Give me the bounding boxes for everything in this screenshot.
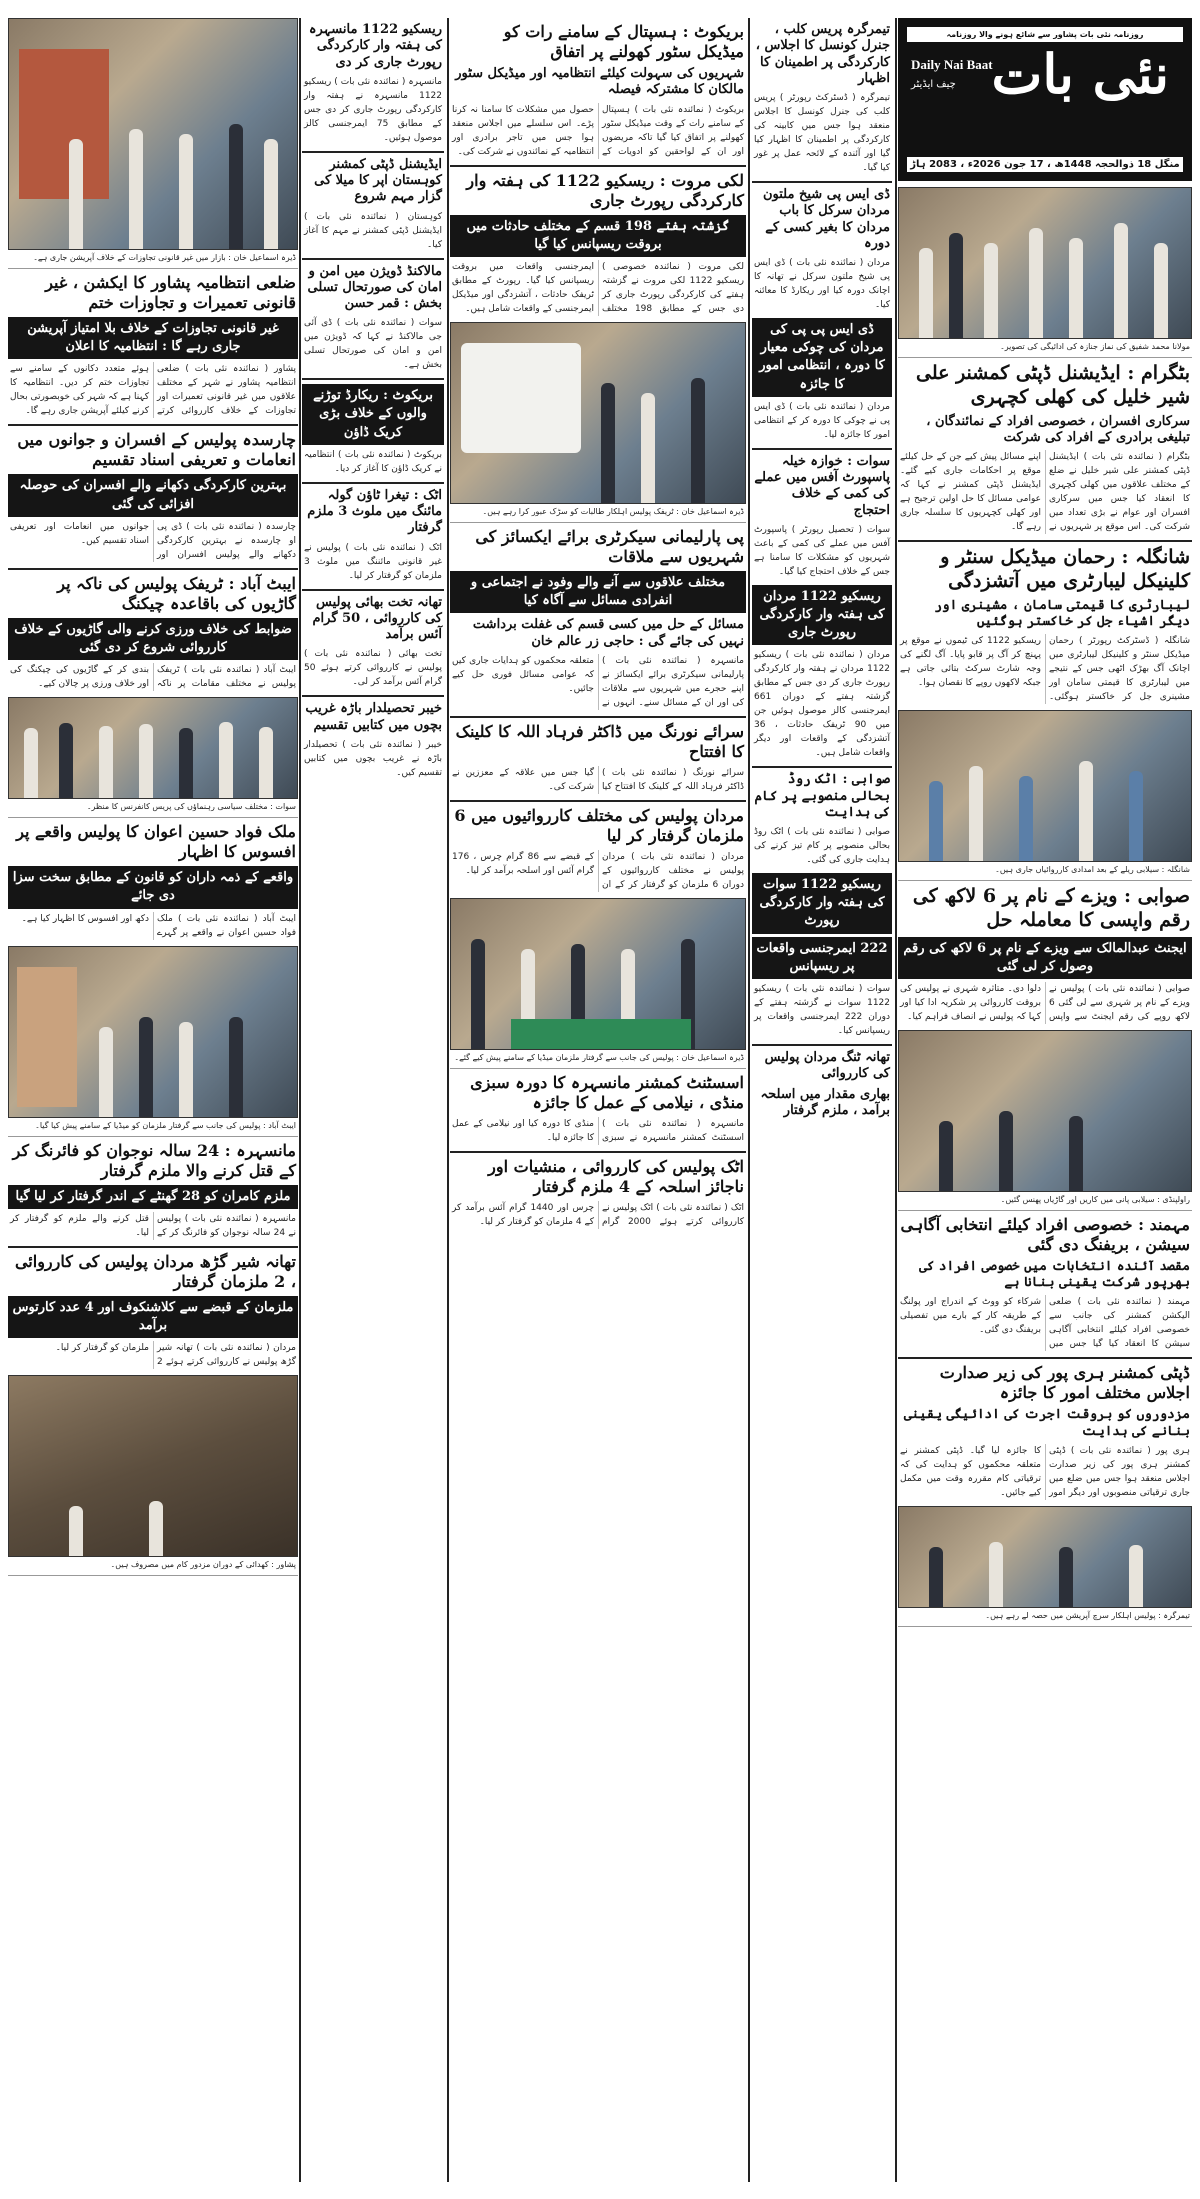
headline: شانگلہ : رحمان میڈیکل سنٹر و کلینیکل لیبارٹری میں آتشزدگی [940, 546, 1190, 592]
photo-figure [929, 781, 943, 861]
headline: صوابی : ویزے کے نام پر 6 لاکھ کی رقم واپسی کا معاملہ حل [912, 885, 1190, 931]
subheadline: مسائل کے حل میں کسی قسم کی غفلت برداشت نہیں کی جائے گی : حاجی زر عالم خان [472, 617, 744, 649]
headline-bar: ملزم کامران کو 28 گھنٹے کے اندر گرفتار کر لیا گیا [8, 1185, 298, 1209]
news-photo [8, 697, 298, 799]
article-body: مردان ( نمائندہ نئی بات ) ریسکیو 1122 مردان نے ہفتہ وار کارکردگی رپورٹ جاری کر دی جس کے مطابق گزشتہ ہفتے کے دوران 661 ایمرجنسی کالز موصول ہوئیں جن میں 90 ٹریفک حادثات ، 36 آتشزدگی کے واقعات اور دیگر واقعات شامل ہیں۔ [754, 650, 890, 759]
headline: اٹک : تیغرا ٹاؤن گولہ مائنگ میں ملوث 3 ملزم گرفتار [307, 487, 442, 536]
news-photo [898, 187, 1192, 339]
headline: تیمرگرہ پریس کلب ، جنرل کونسل کا اجلاس ، کارکردگی پر اطمینان کا اظہار [755, 22, 890, 86]
article-body: ہری پور ( نمائندہ نئی بات ) ڈپٹی کمشنر ہری پور کی زیر صدارت اجلاس منعقد ہوا جس میں ضلع میں جاری ترقیاتی منصوبوں اور دیگر امور کا جائزہ لیا گیا۔ ڈپٹی کمشنر نے متعلقہ محکموں کو ہدایت کی کہ ترقیاتی کام مقررہ وقت میں مکمل کیے جائیں۔ [900, 1445, 1190, 1498]
headline: سرائے نورنگ میں ڈاکٹر فرہاد اللہ کا کلینک کا افتتاح [455, 721, 744, 761]
article-body: سوات ( تحصیل رپورٹر ) پاسپورٹ آفس میں عملے کی کمی کے باعث شہریوں کو مشکلات کا سامنا ہے جس کے خلاف احتجاج کیا گیا۔ [754, 524, 890, 577]
column-divider [447, 18, 449, 2182]
headline-bar: ملزمان کے قبضے سے کلاشنکوف اور 4 عدد کارتوس برآمد [8, 1296, 298, 1338]
article-body: سوات ( نمائندہ نئی بات ) ڈی آئی جی مالاکنڈ نے کہا کہ ڈویژن میں امن و امان کی صورتحال تسلی بخش ہے۔ [304, 318, 442, 371]
photo-figure [1114, 223, 1128, 338]
photo-portrait [17, 967, 77, 1107]
news-photo [450, 322, 746, 504]
photo-figure [179, 134, 193, 249]
article-body: مانسہرہ ( نمائندہ نئی بات ) پولیس نے 24 سالہ نوجوان کو فائرنگ کر کے قتل کرنے والے ملزم کو گرفتار کر لیا۔ [10, 1213, 296, 1238]
headline-bar: غیر قانونی تجاوزات کے خلاف بلا امتیاز آپریشن جاری رہے گا : انتظامیہ کا اعلان [8, 317, 298, 359]
photo-figure [989, 1542, 1003, 1607]
photo-figure [1129, 1545, 1143, 1607]
article-body: سرائے نورنگ ( نمائندہ نئی بات ) ڈاکٹر فرہاد اللہ کے کلینک کا افتتاح کیا گیا جس میں علاقہ کے معززین نے شرکت کی۔ [452, 767, 744, 792]
photo-caption: تیمرگرہ : پولیس اہلکار سرچ آپریشن میں حصہ لے رہے ہیں۔ [898, 1608, 1192, 1627]
photo-figure [984, 243, 998, 338]
section-rule [302, 695, 444, 697]
article-body: مردان ( نمائندہ نئی بات ) ڈی ایس پی شیخ ملتون سرکل نے تھانہ کا اچانک دورہ کیا اور ریکارڈ کا معائنہ کیا۔ [754, 258, 890, 310]
news-photo [8, 946, 298, 1118]
photo-figure [641, 393, 655, 503]
photo-figure [69, 1506, 83, 1556]
section-rule [302, 258, 444, 260]
subheadline: بھاری مقدار میں اسلحہ برآمد ، ملزم گرفتار [760, 1086, 890, 1118]
article-body: پشاور ( نمائندہ نئی بات ) ضلعی انتظامیہ پشاور نے شہر کے مختلف علاقوں میں غیر قانونی تعمیرات اور تجاوزات کے خلاف کارروائی کرتے ہوئے متعدد دکانوں کے سامنے سے تجاوزات ختم کر دیں۔ انتظامیہ کا کہنا ہے کہ شہر کی خوبصورتی بحال کرنے کیلئے آپریشن جاری رہے گا۔ [10, 364, 296, 417]
photo-caption: مولانا محمد شفیق کی نماز جنازہ کی ادائیگی کی تصویر۔ [898, 339, 1192, 358]
article-body: بریکوٹ ( نمائندہ نئی بات ) انتظامیہ نے کریک ڈاؤن کا آغاز کر دیا۔ [304, 449, 442, 474]
photo-figure [229, 124, 243, 249]
headline-bar: بہترین کارکردگی دکھانے والے افسران کی حوصلہ افزائی کی گئی [8, 474, 298, 516]
article-body: صوابی ( نمائندہ نئی بات ) اٹک روڈ بحالی منصوبے پر کام تیز کرنے کی ہدایت جاری کی گئی۔ [754, 827, 890, 866]
photo-caption: ایبٹ آباد : پولیس کی جانب سے گرفتار ملزمان کو میڈیا کے سامنے پیش کیا گیا۔ [8, 1118, 298, 1137]
headline-bar: بریکوٹ : ریکارڈ توڑنے والوں کے خلاف بڑی کریک ڈاؤن [302, 384, 444, 445]
news-photo [898, 1030, 1192, 1192]
headline: مالاکنڈ ڈویژن میں امن و امان کی صورتحال تسلی بخش : قمر حسن [307, 263, 442, 311]
news-photo [8, 1375, 298, 1557]
headline: ملک فواد حسین اعوان کا پولیس واقعے پر افسوس کا اظہار [16, 822, 296, 862]
photo-figure [24, 728, 38, 798]
photo-caption: پشاور : کھدائی کے دوران مزدور کام میں مصروف ہیں۔ [8, 1557, 298, 1576]
headline-bar: ایجنٹ عبدالمالک سے ویزے کے نام پر 6 لاکھ کی رقم وصول کر لی گئی [898, 937, 1192, 979]
photo-figure [229, 1017, 243, 1117]
headline: ضلعی انتظامیہ پشاور کا ایکشن ، غیر قانونی تعمیرات و تجاوزات ختم [45, 273, 296, 312]
subheadline: شہریوں کی سہولت کیلئے انتظامیہ اور میڈیکل سٹور مالکان کا مشترکہ فیصلہ [455, 66, 744, 98]
section-rule [302, 482, 444, 484]
article-body: مردان ( نمائندہ نئی بات ) تھانہ شیر گڑھ پولیس نے کارروائی کرتے ہوئے 2 ملزمان کو گرفتار کر لیا۔ [55, 1343, 296, 1368]
photo-caption: ڈیرہ اسماعیل خان : ٹریفک پولیس اہلکار طالبات کو سڑک عبور کرا رہے ہیں۔ [450, 504, 746, 523]
headline: ایڈیشنل ڈپٹی کمشنر کوہستان اپر کا میلا کی گزار مہم شروع [314, 156, 442, 205]
section-rule [8, 424, 298, 426]
headline: تھانہ تخت بھائی پولیس کی کارروائی ، 50 گرام آئس برآمد [312, 594, 442, 643]
headline: ڈی ایس پی شیخ ملتون مردان سرکل کا باب مردان کا بغیر کسی کے دورہ [763, 187, 890, 251]
headline-bar: گزشتہ ہفتے 198 قسم کے مختلف حادثات میں بروقت ریسپانس کیا گیا [450, 215, 746, 257]
headline: اٹک پولیس کی کارروائی ، منشیات اور ناجائز اسلحہ کے 4 ملزم گرفتار [488, 1156, 744, 1196]
column-3 [450, 18, 746, 2182]
photo-figure [1069, 238, 1083, 338]
column-4 [302, 18, 444, 2182]
masthead-english-title: Daily Nai Baat [911, 57, 993, 72]
section-rule [752, 448, 892, 450]
headline: اسسٹنٹ کمشنر مانسہرہ کا دورہ سبزی منڈی ، نیلامی کے عمل کا جائزہ [470, 1072, 744, 1112]
photo-figure [99, 1027, 113, 1117]
photo-figure [969, 766, 983, 861]
subheadline: سرکاری افسران ، خصوصی افراد کے نمائندگان ، تبلیغی برادری کے افراد کی شرکت [926, 413, 1190, 445]
photo-figure [691, 378, 705, 503]
photo-figure [59, 723, 73, 798]
headline: لکی مروت : ریسکیو 1122 کی ہفتہ وار کارکردگی رپورٹ جاری [466, 170, 744, 210]
headline: خیبر تحصیلدار باڑہ غریب بچوں میں کتابیں تقسیم [305, 701, 442, 733]
section-rule [450, 165, 746, 167]
article-body: چارسدہ ( نمائندہ نئی بات ) ڈی پی او چارسدہ نے بہترین کارکردگی دکھانے والے پولیس افسران اور جوانوں میں انعامات اور تعریفی اسناد تقسیم کیں۔ [10, 521, 296, 560]
article-body: ایبٹ آباد ( نمائندہ نئی بات ) ملک فواد حسین اعوان نے واقعے پر گہرے دکھ اور افسوس کا اظہار کیا ہے۔ [21, 913, 296, 938]
headline-bar: ریسکیو 1122 سوات کی ہفتہ وار کارکردگی رپورٹ [752, 873, 892, 934]
section-rule [898, 540, 1192, 542]
photo-caption: ڈیرہ اسماعیل خان : بازار میں غیر قانونی تجاوزات کے خلاف آپریشن جاری ہے۔ [8, 250, 298, 269]
column-divider [299, 18, 301, 2182]
photo-figure [179, 728, 193, 798]
section-rule [752, 766, 892, 768]
subheadline: مقصد آئندہ انتخابات میں خصوصی افراد کی بھرپور شرکت یقینی بنانا ہے [919, 1258, 1190, 1291]
photo-table [511, 1019, 691, 1049]
photo-caption: راولپنڈی : سیلابی پانی میں کاریں اور گاڑیاں پھنس گئیں۔ [898, 1192, 1192, 1211]
subheadline: لیبارٹری کا قیمتی سامان ، مشینری اور دیگر اشیاء جل کر خاکستر ہوگئیں [934, 597, 1190, 629]
news-photo [898, 1506, 1192, 1608]
article-body: شانگلہ ( ڈسٹرکٹ رپورٹر ) رحمان میڈیکل سنٹر و کلینیکل لیبارٹری میں اچانک آگ بھڑک اٹھی جس کے نتیجے میں لیبارٹری کا قیمتی سامان اور مشینری جل کر خاکستر ہوگئی۔ ریسکیو 1122 کی ٹیموں نے موقع پر پہنچ کر آگ پر قابو پایا۔ آگ لگنے کی وجہ شارٹ سرکٹ بتائی جاتی ہے جبکہ لاکھوں روپے کا نقصان ہوا۔ [900, 636, 1190, 702]
article-body: لکی مروت ( نمائندہ خصوصی ) ریسکیو 1122 لکی مروت نے گزشتہ ہفتے کی کارکردگی رپورٹ جاری کر دی جس کے مطابق 198 مختلف ایمرجنسی واقعات میں بروقت ریسپانس کیا گیا۔ رپورٹ کے مطابق ٹریفک حادثات ، آتشزدگی اور میڈیکل ایمرجنسی کے واقعات شامل ہیں۔ [452, 261, 744, 314]
masthead-urdu-title: نئی بات [991, 42, 1169, 106]
photo-figure [601, 383, 615, 503]
article-body: اٹک ( نمائندہ نئی بات ) اٹک پولیس نے کارروائی کرتے ہوئے 2000 گرام چرس اور 1440 گرام آئس برآمد کر کے 4 ملزمان کو گرفتار کر لیا۔ [452, 1202, 745, 1227]
section-rule [450, 716, 746, 718]
section-rule [302, 151, 444, 153]
headline-bar: 222 ایمرجنسی واقعات پر ریسپانس [752, 937, 892, 979]
column-1 [898, 18, 1192, 2182]
article-body: بٹگرام ( نمائندہ نئی بات ) ایڈیشنل ڈپٹی کمشنر علی شیر خلیل نے ضلع کے مختلف علاقوں میں کھلی کچہری کا انعقاد کیا جس میں سرکاری افسران اور عوام نے بڑی تعداد میں شرکت کی۔ اس موقع پر شہریوں نے اپنے مسائل پیش کیے جن کے حل کیلئے موقع پر احکامات جاری کیے گئے۔ ایڈیشنل ڈپٹی کمشنر نے کہا کہ عوامی مسائل کا حل اولین ترجیح ہے اور کھلی کچہریوں کا سلسلہ جاری رہے گا۔ [900, 452, 1190, 532]
section-rule [752, 181, 892, 183]
article-body: مہمند ( نمائندہ نئی بات ) ضلعی الیکشن کمشنر کی جانب سے خصوصی افراد کیلئے انتخابی آگاہی سیشن کا انعقاد کیا گیا جس میں شرکاء کو ووٹ کے اندراج اور پولنگ کے طریقہ کار کے بارے میں تفصیلی بریفنگ دی گئی۔ [900, 1297, 1190, 1350]
headline: مردان پولیس کی مختلف کارروائیوں میں 6 ملزمان گرفتار کر لیا [454, 805, 744, 845]
news-photo [8, 18, 298, 250]
photo-figure [69, 139, 83, 249]
news-photo [450, 898, 746, 1050]
headline: صوابی : اٹک روڈ بحالی منصوبے پر کام کی ہدایت [754, 772, 890, 820]
article-body: اٹک ( نمائندہ نئی بات ) پولیس نے غیر قانونی مائننگ میں ملوث 3 ملزمان کو گرفتار کر لیا۔ [304, 542, 442, 581]
photo-figure [99, 726, 113, 798]
section-rule [752, 1044, 892, 1046]
section-rule [8, 1246, 298, 1248]
photo-caption: شانگلہ : سیلابی ریلے کے بعد امدادی کارروائیاں جاری ہیں۔ [898, 862, 1192, 881]
photo-caption: ڈیرہ اسماعیل خان : پولیس کی جانب سے گرفتار ملزمان میڈیا کے سامنے پیش کیے گئے۔ [450, 1050, 746, 1069]
article-body: مردان ( نمائندہ نئی بات ) ڈی ایس پی نے چوکی کا دورہ کر کے انتظامی امور کا جائزہ لیا۔ [754, 401, 890, 440]
photo-figure [139, 1017, 153, 1117]
headline: سوات : خوازہ خیلہ پاسپورٹ آفس میں عملے کی کمی کے خلاف احتجاج [754, 453, 890, 518]
article-body: مردان ( نمائندہ نئی بات ) مردان پولیس نے مختلف کارروائیوں کے دوران 6 ملزمان کو گرفتار کر کے ان کے قبضے سے 86 گرام چرس ، 176 گرام آئس اور اسلحہ برآمد کر لیا۔ [452, 851, 744, 890]
masthead-date-line: منگل 18 ذوالحجہ 1448ھ ، 17 جون 2026ء ، 2083 ہاڑ [907, 157, 1183, 172]
article-body: مانسہرہ ( نمائندہ نئی بات ) اسسٹنٹ کمشنر مانسہرہ نے سبزی منڈی کا دورہ کیا اور نیلامی کے عمل کا جائزہ لیا۔ [452, 1118, 744, 1143]
article-body: بریکوٹ ( نمائندہ نئی بات ) ہسپتال کے سامنے رات کے وقت میڈیکل سٹور کھولنے پر اتفاق کیا گیا تاکہ مریضوں اور ان کے لواحقین کو ادویات کے حصول میں مشکلات کا سامنا نہ کرنا پڑے۔ اس سلسلے میں اجلاس منعقد ہوا جس میں تاجر برادری اور انتظامیہ کے نمائندوں نے شرکت کی۔ [452, 104, 744, 157]
photo-figure [929, 1547, 943, 1607]
photo-figure [219, 722, 233, 798]
headline: تھانہ شیر گڑھ مردان پولیس کی کارروائی ، 2 ملزمان گرفتار [14, 1251, 296, 1291]
photo-figure [1029, 228, 1043, 338]
photo-figure [939, 1121, 953, 1191]
article-body: تخت بھائی ( نمائندہ نئی بات ) پولیس نے کارروائی کرتے ہوئے 50 گرام آئس برآمد کر لی۔ [304, 649, 442, 688]
headline: مانسہرہ : 24 سالہ نوجوان کو فائرنگ کر کے قتل کرنے والا ملزم گرفتار [12, 1140, 296, 1180]
headline: ڈپٹی کمشنر ہری پور کی زیر صدارت اجلاس مختلف امور کا جائزہ [939, 1363, 1190, 1403]
headline-bar: ریسکیو 1122 مردان کی ہفتہ وار کارکردگی رپورٹ جاری [752, 585, 892, 646]
photo-figure [129, 129, 143, 249]
article-body: تیمرگرہ ( ڈسٹرکٹ رپورٹر ) پریس کلب کی جنرل کونسل کا اجلاس منعقد ہوا جس میں کابینہ کی کارکردگی پر اطمینان کا اظہار کیا گیا اور آئندہ کے لائحہ عمل پر غور کیا گیا۔ [754, 93, 890, 173]
article-body: خیبر ( نمائندہ نئی بات ) تحصیلدار باڑہ نے غریب بچوں میں کتابیں تقسیم کیں۔ [304, 739, 442, 778]
section-rule [450, 1151, 746, 1153]
photo-vehicle [461, 343, 581, 453]
photo-figure [1059, 1547, 1073, 1607]
photo-figure [919, 248, 933, 338]
photo-figure [1019, 776, 1033, 861]
article-body: کوہستان ( نمائندہ نئی بات ) ایڈیشنل ڈپٹی کمشنر نے مہم کا آغاز کیا۔ [304, 211, 442, 250]
headline: ایبٹ آباد : ٹریفک پولیس کی ناکہ پر گاڑیوں کی باقاعدہ چیکنگ [57, 573, 296, 613]
section-rule [450, 800, 746, 802]
headline: پی پارلیمانی سیکرٹری برائے ایکسائز کی شہریوں سے ملاقات [475, 526, 744, 566]
headline: تھانہ ٹنگ مردان پولیس کی کارروائی [764, 1050, 890, 1082]
column-2 [752, 18, 892, 2182]
masthead-subtitle: چیف ایڈیٹر [911, 79, 956, 90]
article-body: سوات ( نمائندہ نئی بات ) ریسکیو 1122 سوات نے گزشتہ ہفتے کے دوران 222 ایمرجنسی واقعات پر ریسپانس کیا۔ [754, 984, 891, 1036]
photo-figure [999, 1111, 1013, 1191]
column-5 [8, 18, 298, 2182]
column-divider [748, 18, 750, 2182]
section-rule [302, 589, 444, 591]
headline-bar: ڈی ایس پی پی کی مردان کی چوکی معیار کا دورہ ، انتظامی امور کا جائزہ [752, 318, 892, 397]
subheadline: مزدوروں کو بروقت اجرت کی ادائیگی یقینی بنانے کی ہدایت [903, 1407, 1190, 1439]
section-rule [302, 378, 444, 380]
section-rule [8, 568, 298, 570]
photo-figure [471, 939, 485, 1049]
news-photo [898, 710, 1192, 862]
photo-figure [149, 1501, 163, 1556]
photo-building [19, 49, 109, 199]
article-body: ایبٹ آباد ( نمائندہ نئی بات ) ٹریفک پولیس نے مختلف مقامات پر ناکہ بندی کر کے گاڑیوں کی چیکنگ کی اور خلاف ورزی پر چالان کیے۔ [10, 665, 296, 690]
column-divider [895, 18, 897, 2182]
photo-figure [179, 1022, 193, 1117]
section-rule [898, 1357, 1192, 1359]
headline: مہمند : خصوصی افراد کیلئے انتخابی آگاہی سیشن ، بریفنگ دی گئی [900, 1214, 1190, 1254]
masthead [898, 18, 1192, 181]
headline: ریسکیو 1122 مانسہرہ کی ہفتہ وار کارکردگی رپورٹ جاری کر دی [308, 22, 442, 70]
headline: چارسدہ پولیس کے افسران و جوانوں میں انعامات و تعریفی اسناد تقسیم [17, 430, 296, 470]
article-body: مانسہرہ ( نمائندہ نئی بات ) ریسکیو 1122 مانسہرہ نے ہفتہ وار کارکردگی رپورٹ جاری کر دی جس کے مطابق 75 ایمرجنسی کالز موصول ہوئیں۔ [304, 76, 442, 143]
photo-figure [264, 139, 278, 249]
photo-figure [1129, 771, 1143, 861]
photo-figure [1154, 243, 1168, 338]
photo-figure [1079, 761, 1093, 861]
headline: بٹگرام : ایڈیشنل ڈپٹی کمشنر علی شیر خلیل کی کھلی کچہری [915, 362, 1190, 408]
photo-figure [259, 727, 273, 798]
headline-bar: واقعے کے ذمہ داران کو قانون کے مطابق سخت سزا دی جائے [8, 866, 298, 908]
photo-figure [1069, 1116, 1083, 1191]
photo-caption: سوات : مختلف سیاسی رہنماؤں کی پریس کانفرنس کا منظر۔ [8, 799, 298, 818]
masthead-top-strip: روزنامہ نئی بات پشاور سے شائع ہونے والا روزنامہ [907, 27, 1183, 42]
photo-figure [139, 724, 153, 798]
headline-bar: مختلف علاقوں سے آنے والے وفود نے اجتماعی و انفرادی مسائل سے آگاہ کیا [450, 571, 746, 613]
headline: بریکوٹ : ہسپتال کے سامنے رات کو میڈیکل سٹور کھولنے پر اتفاق [503, 22, 744, 61]
article-body: مانسہرہ ( نمائندہ نئی بات ) پارلیمانی سیکرٹری برائے ایکسائز نے اپنے حجرے میں شہریوں سے ملاقات کی اور ان کے مسائل سنے۔ انہوں نے متعلقہ محکموں کو ہدایات جاری کیں کہ عوامی مسائل فوری حل کیے جائیں۔ [452, 655, 744, 708]
article-body: صوابی ( نمائندہ نئی بات ) پولیس نے ویزے کے نام پر شہری سے لی گئی 6 لاکھ روپے کی رقم ایجنٹ سے واپس دلوا دی۔ متاثرہ شہری نے پولیس کی بروقت کارروائی پر شکریہ ادا کیا اور کہا کہ پولیس نے انصاف فراہم کیا۔ [900, 983, 1190, 1022]
photo-figure [949, 233, 963, 338]
headline-bar: ضوابط کی خلاف ورزی کرنے والی گاڑیوں کے خلاف کارروائی شروع کر دی گئی [8, 618, 298, 660]
